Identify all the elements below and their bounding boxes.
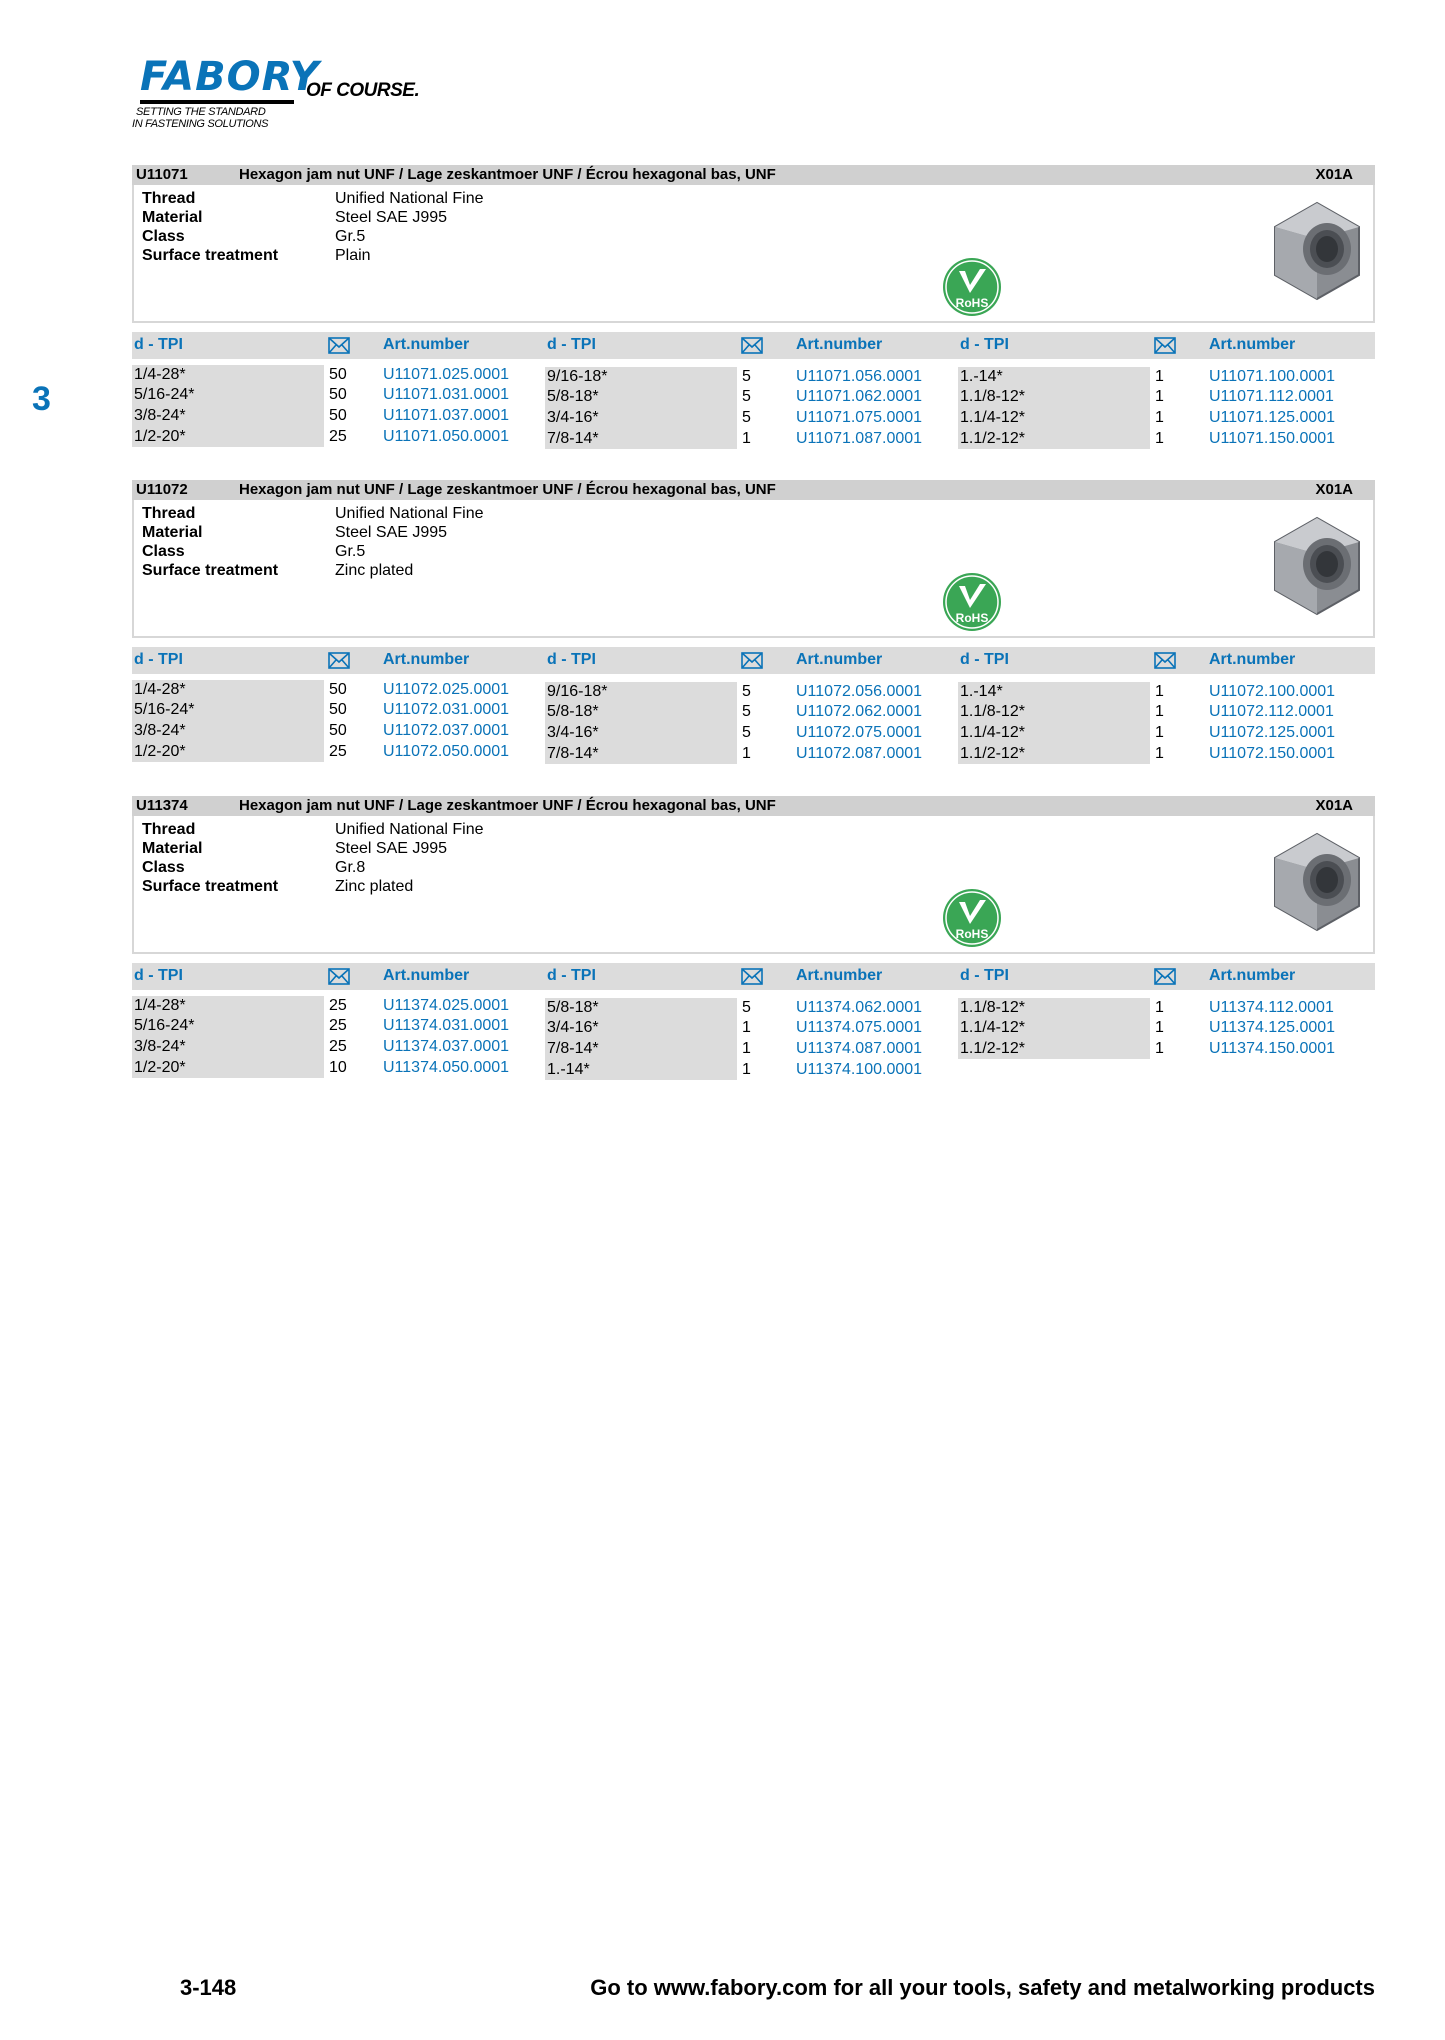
header-d-tpi: d - TPI bbox=[134, 336, 183, 353]
cell-quantity: 1 bbox=[1155, 683, 1164, 700]
header-art-number: Art.number bbox=[796, 651, 883, 668]
cell-art-number-link[interactable]: U11374.062.0001 bbox=[796, 999, 923, 1016]
product-code: U11071 bbox=[136, 166, 188, 183]
header-art-number: Art.number bbox=[1209, 651, 1296, 668]
page-number: 3-148 bbox=[180, 1975, 237, 2000]
cell-d-tpi: 9/16-18* bbox=[547, 683, 608, 700]
cell-d-tpi: 1.1/2-12* bbox=[960, 1040, 1025, 1057]
spec-label-material: Material bbox=[142, 840, 203, 857]
spec-value-thread: Unified National Fine bbox=[335, 821, 484, 838]
table-header bbox=[132, 332, 1375, 359]
header-art-number: Art.number bbox=[796, 336, 883, 353]
cell-d-tpi: 3/8-24* bbox=[134, 1038, 186, 1055]
cell-art-number-link[interactable]: U11072.150.0001 bbox=[1209, 745, 1336, 762]
cell-d-tpi: 1.1/2-12* bbox=[960, 430, 1025, 447]
spec-value-material: Steel SAE J995 bbox=[335, 840, 448, 857]
packaging-envelope-icon bbox=[1154, 652, 1176, 669]
spec-value-class: Gr.8 bbox=[335, 859, 366, 876]
cell-d-tpi: 1/4-28* bbox=[134, 997, 186, 1014]
header-d-tpi: d - TPI bbox=[547, 967, 596, 984]
cell-d-tpi: 1.1/2-12* bbox=[960, 745, 1025, 762]
cell-art-number-link[interactable]: U11071.037.0001 bbox=[383, 407, 510, 424]
spec-label-class: Class bbox=[142, 228, 185, 245]
spec-label-surface: Surface treatment bbox=[142, 247, 279, 264]
cell-art-number-link[interactable]: U11374.150.0001 bbox=[1209, 1040, 1336, 1057]
cell-art-number-link[interactable]: U11072.075.0001 bbox=[796, 724, 923, 741]
spec-label-thread: Thread bbox=[142, 505, 196, 522]
cell-d-tpi: 7/8-14* bbox=[547, 430, 599, 447]
cell-d-tpi: 7/8-14* bbox=[547, 745, 599, 762]
cell-quantity: 1 bbox=[1155, 1040, 1164, 1057]
spec-value-surface: Plain bbox=[335, 247, 371, 264]
cell-d-tpi: 9/16-18* bbox=[547, 368, 608, 385]
cell-quantity: 1 bbox=[1155, 1019, 1164, 1036]
cell-quantity: 5 bbox=[742, 683, 751, 700]
fabory-logo bbox=[132, 54, 432, 134]
header-art-number: Art.number bbox=[1209, 336, 1296, 353]
cell-art-number-link[interactable]: U11374.112.0001 bbox=[1209, 999, 1334, 1016]
cell-d-tpi: 1.1/8-12* bbox=[960, 999, 1025, 1016]
logo-underline bbox=[140, 100, 294, 104]
header-d-tpi: d - TPI bbox=[960, 967, 1009, 984]
cell-d-tpi: 1.1/4-12* bbox=[960, 724, 1025, 741]
cell-quantity: 50 bbox=[329, 407, 347, 424]
spec-value-thread: Unified National Fine bbox=[335, 505, 484, 522]
cell-art-number-link[interactable]: U11374.025.0001 bbox=[383, 997, 510, 1014]
cell-quantity: 1 bbox=[1155, 999, 1164, 1016]
cell-quantity: 1 bbox=[742, 745, 751, 762]
cell-quantity: 1 bbox=[1155, 409, 1164, 426]
spec-value-class: Gr.5 bbox=[335, 543, 366, 560]
cell-d-tpi: 3/4-16* bbox=[547, 1019, 599, 1036]
logo-suffix: OF COURSE. bbox=[306, 80, 420, 101]
cell-quantity: 25 bbox=[329, 1038, 347, 1055]
cell-art-number-link[interactable]: U11072.056.0001 bbox=[796, 683, 923, 700]
packaging-envelope-icon bbox=[741, 652, 763, 669]
product-code: U11374 bbox=[136, 797, 188, 814]
table-header bbox=[132, 963, 1375, 990]
spec-panel bbox=[132, 185, 1375, 323]
cell-quantity: 1 bbox=[742, 1040, 751, 1057]
cell-d-tpi: 1/2-20* bbox=[134, 1059, 186, 1076]
cell-quantity: 5 bbox=[742, 999, 751, 1016]
cell-art-number-link[interactable]: U11374.037.0001 bbox=[383, 1038, 510, 1055]
spec-label-surface: Surface treatment bbox=[142, 878, 279, 895]
cell-d-tpi: 5/8-18* bbox=[547, 388, 599, 405]
cell-d-tpi: 3/4-16* bbox=[547, 409, 599, 426]
cell-quantity: 5 bbox=[742, 388, 751, 405]
cell-d-tpi: 1/4-28* bbox=[134, 366, 186, 383]
cell-d-tpi: 5/8-18* bbox=[547, 999, 599, 1016]
cell-d-tpi: 1/4-28* bbox=[134, 681, 186, 698]
cell-quantity: 1 bbox=[742, 1061, 751, 1078]
product-u11072 bbox=[132, 480, 1375, 762]
cell-quantity: 1 bbox=[742, 1019, 751, 1036]
cell-art-number-link[interactable]: U11374.100.0001 bbox=[796, 1061, 923, 1078]
cell-d-tpi: 1.1/4-12* bbox=[960, 1019, 1025, 1036]
cell-quantity: 50 bbox=[329, 366, 347, 383]
hex-nut-icon bbox=[1269, 514, 1365, 618]
cell-art-number-link[interactable]: U11071.125.0001 bbox=[1209, 409, 1336, 426]
chapter-marker: 3 bbox=[32, 380, 51, 418]
spec-value-surface: Zinc plated bbox=[335, 562, 414, 579]
product-title: Hexagon jam nut UNF / Lage zeskantmoer UNF / Écrou hexagonal bas, UNF bbox=[239, 166, 776, 183]
cell-art-number-link[interactable]: U11072.037.0001 bbox=[383, 722, 510, 739]
cell-d-tpi: 7/8-14* bbox=[547, 1040, 599, 1057]
product-ref: X01A bbox=[1315, 797, 1353, 814]
footer-text: Go to www.fabory.com for all your tools, safety and metalworking products bbox=[590, 1975, 1375, 2000]
cell-d-tpi: 3/4-16* bbox=[547, 724, 599, 741]
cell-quantity: 10 bbox=[329, 1059, 347, 1076]
packaging-envelope-icon bbox=[328, 968, 350, 985]
cell-quantity: 1 bbox=[1155, 745, 1164, 762]
cell-art-number-link[interactable]: U11071.100.0001 bbox=[1209, 368, 1336, 385]
cell-d-tpi: 5/16-24* bbox=[134, 1017, 195, 1034]
cell-art-number-link[interactable]: U11072.025.0001 bbox=[383, 681, 510, 698]
cell-quantity: 50 bbox=[329, 386, 347, 403]
logo-brand: FABORY bbox=[140, 54, 320, 100]
spec-label-material: Material bbox=[142, 524, 203, 541]
rohs-icon bbox=[942, 257, 1002, 317]
cell-quantity: 5 bbox=[742, 703, 751, 720]
cell-quantity: 1 bbox=[1155, 430, 1164, 447]
rohs-label: RoHS bbox=[955, 611, 989, 625]
cell-art-number-link[interactable]: U11374.031.0001 bbox=[383, 1017, 510, 1034]
cell-art-number-link[interactable]: U11374.075.0001 bbox=[796, 1019, 923, 1036]
spec-value-surface: Zinc plated bbox=[335, 878, 414, 895]
cell-art-number-link[interactable]: U11072.112.0001 bbox=[1209, 703, 1334, 720]
header-d-tpi: d - TPI bbox=[134, 651, 183, 668]
header-art-number: Art.number bbox=[383, 967, 470, 984]
spec-label-thread: Thread bbox=[142, 190, 196, 207]
cell-art-number-link[interactable]: U11374.087.0001 bbox=[796, 1040, 923, 1057]
header-art-number: Art.number bbox=[383, 651, 470, 668]
product-ref: X01A bbox=[1315, 166, 1353, 183]
cell-quantity: 25 bbox=[329, 1017, 347, 1034]
spec-label-surface: Surface treatment bbox=[142, 562, 279, 579]
header-d-tpi: d - TPI bbox=[547, 651, 596, 668]
logo-tagline-2: IN FASTENING SOLUTIONS bbox=[132, 118, 269, 130]
spec-label-class: Class bbox=[142, 543, 185, 560]
cell-quantity: 1 bbox=[1155, 724, 1164, 741]
cell-quantity: 50 bbox=[329, 681, 347, 698]
product-u11071 bbox=[132, 165, 1375, 447]
hex-nut-icon bbox=[1269, 199, 1365, 303]
cell-art-number-link[interactable]: U11071.112.0001 bbox=[1209, 388, 1334, 405]
cell-art-number-link[interactable]: U11072.125.0001 bbox=[1209, 724, 1336, 741]
cell-d-tpi: 1/2-20* bbox=[134, 743, 186, 760]
cell-art-number-link[interactable]: U11071.087.0001 bbox=[796, 430, 923, 447]
cell-quantity: 25 bbox=[329, 428, 347, 445]
header-d-tpi: d - TPI bbox=[547, 336, 596, 353]
cell-quantity: 1 bbox=[1155, 388, 1164, 405]
cell-art-number-link[interactable]: U11374.125.0001 bbox=[1209, 1019, 1336, 1036]
cell-d-tpi: 1/2-20* bbox=[134, 428, 186, 445]
packaging-envelope-icon bbox=[1154, 337, 1176, 354]
cell-art-number-link[interactable]: U11071.056.0001 bbox=[796, 368, 923, 385]
cell-quantity: 1 bbox=[1155, 368, 1164, 385]
cell-quantity: 50 bbox=[329, 722, 347, 739]
cell-art-number-link[interactable]: U11071.031.0001 bbox=[383, 386, 510, 403]
cell-quantity: 25 bbox=[329, 743, 347, 760]
spec-label-material: Material bbox=[142, 209, 203, 226]
cell-quantity: 1 bbox=[742, 430, 751, 447]
cell-art-number-link[interactable]: U11071.150.0001 bbox=[1209, 430, 1336, 447]
cell-art-number-link[interactable]: U11072.062.0001 bbox=[796, 703, 923, 720]
hex-nut-icon bbox=[1269, 830, 1365, 934]
logo-tagline-1: SETTING THE STANDARD bbox=[136, 106, 266, 118]
packaging-envelope-icon bbox=[328, 652, 350, 669]
cell-d-tpi: 1.-14* bbox=[960, 368, 1003, 385]
rohs-label: RoHS bbox=[955, 927, 989, 941]
packaging-envelope-icon bbox=[1154, 968, 1176, 985]
header-art-number: Art.number bbox=[796, 967, 883, 984]
cell-quantity: 5 bbox=[742, 409, 751, 426]
cell-d-tpi: 1.-14* bbox=[547, 1061, 590, 1078]
cell-quantity: 5 bbox=[742, 724, 751, 741]
spec-label-thread: Thread bbox=[142, 821, 196, 838]
cell-quantity: 25 bbox=[329, 997, 347, 1014]
product-header bbox=[132, 165, 1375, 185]
packaging-envelope-icon bbox=[741, 337, 763, 354]
cell-d-tpi: 5/16-24* bbox=[134, 701, 195, 718]
packaging-envelope-icon bbox=[741, 968, 763, 985]
cell-d-tpi: 1.-14* bbox=[960, 683, 1003, 700]
rohs-label: RoHS bbox=[955, 296, 989, 310]
table-header bbox=[132, 647, 1375, 674]
header-art-number: Art.number bbox=[383, 336, 470, 353]
cell-art-number-link[interactable]: U11072.100.0001 bbox=[1209, 683, 1336, 700]
rohs-icon bbox=[942, 888, 1002, 948]
header-d-tpi: d - TPI bbox=[960, 336, 1009, 353]
cell-d-tpi: 5/16-24* bbox=[134, 386, 195, 403]
product-u11374 bbox=[132, 796, 1375, 1078]
cell-art-number-link[interactable]: U11072.087.0001 bbox=[796, 745, 923, 762]
cell-d-tpi: 5/8-18* bbox=[547, 703, 599, 720]
cell-art-number-link[interactable]: U11071.025.0001 bbox=[383, 366, 510, 383]
cell-quantity: 5 bbox=[742, 368, 751, 385]
product-ref: X01A bbox=[1315, 481, 1353, 498]
rohs-icon bbox=[942, 572, 1002, 632]
cell-d-tpi: 1.1/8-12* bbox=[960, 703, 1025, 720]
cell-d-tpi: 1.1/4-12* bbox=[960, 409, 1025, 426]
spec-label-class: Class bbox=[142, 859, 185, 876]
header-d-tpi: d - TPI bbox=[960, 651, 1009, 668]
cell-d-tpi: 1.1/8-12* bbox=[960, 388, 1025, 405]
product-header bbox=[132, 480, 1375, 500]
packaging-envelope-icon bbox=[328, 337, 350, 354]
spec-panel bbox=[132, 816, 1375, 954]
cell-art-number-link[interactable]: U11072.050.0001 bbox=[383, 743, 510, 760]
cell-d-tpi: 3/8-24* bbox=[134, 407, 186, 424]
cell-art-number-link[interactable]: U11071.075.0001 bbox=[796, 409, 923, 426]
spec-value-material: Steel SAE J995 bbox=[335, 209, 448, 226]
spec-panel bbox=[132, 500, 1375, 638]
cell-art-number-link[interactable]: U11072.031.0001 bbox=[383, 701, 510, 718]
cell-quantity: 50 bbox=[329, 701, 347, 718]
cell-art-number-link[interactable]: U11071.050.0001 bbox=[383, 428, 510, 445]
product-code: U11072 bbox=[136, 481, 188, 498]
header-art-number: Art.number bbox=[1209, 967, 1296, 984]
cell-art-number-link[interactable]: U11071.062.0001 bbox=[796, 388, 923, 405]
header-d-tpi: d - TPI bbox=[134, 967, 183, 984]
product-header bbox=[132, 796, 1375, 816]
product-title: Hexagon jam nut UNF / Lage zeskantmoer UNF / Écrou hexagonal bas, UNF bbox=[239, 481, 776, 498]
spec-value-class: Gr.5 bbox=[335, 228, 366, 245]
product-title: Hexagon jam nut UNF / Lage zeskantmoer UNF / Écrou hexagonal bas, UNF bbox=[239, 797, 776, 814]
spec-value-material: Steel SAE J995 bbox=[335, 524, 448, 541]
cell-art-number-link[interactable]: U11374.050.0001 bbox=[383, 1059, 510, 1076]
cell-d-tpi: 3/8-24* bbox=[134, 722, 186, 739]
spec-value-thread: Unified National Fine bbox=[335, 190, 484, 207]
cell-quantity: 1 bbox=[1155, 703, 1164, 720]
